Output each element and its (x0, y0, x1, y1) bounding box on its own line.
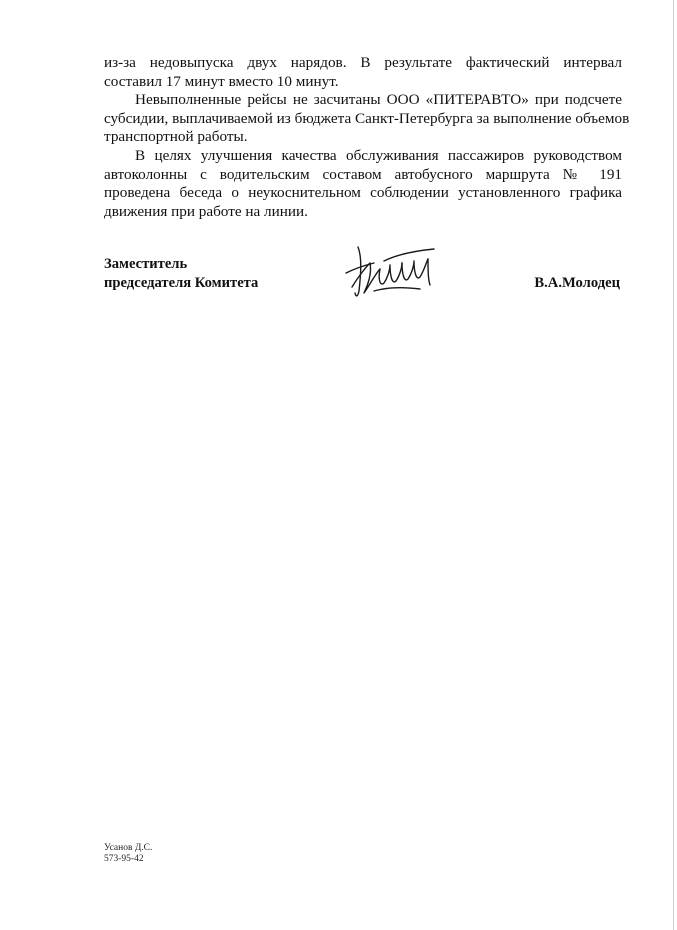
text-line: из-за недовыпуска двух нарядов. В результате фактический интервал (104, 54, 622, 71)
paragraph-measures (104, 147, 622, 221)
text-line: В целях улучшения качества обслуживания пассажиров руководством (135, 146, 622, 164)
letter-body (104, 54, 630, 221)
signatory-name: В.А.Молодец (534, 275, 620, 291)
text-line: транспортной работы. (104, 128, 248, 146)
position-line: председателя Комитета (104, 275, 259, 291)
text-line: автоколонны с водительским составом автобусного маршрута № 191 (104, 165, 622, 183)
position-line: Заместитель (104, 256, 188, 272)
text-line: субсидии, выплачиваемой из бюджета Санкт-Петербурга за выполнение объемов (104, 109, 630, 127)
executor-name: Усанов Д.С. (104, 843, 153, 853)
text-line: составил 17 минут вместо 10 минут. (104, 72, 339, 90)
paragraph-subsidy (104, 91, 630, 147)
paragraph-interval (104, 54, 622, 91)
text-line: движения при работе на линии. (104, 202, 308, 220)
signature-block (104, 255, 622, 303)
signatory-position (104, 255, 258, 293)
executor-footer (104, 843, 152, 865)
text-line: проведена беседа о неукоснительном соблюдении установленного графика (104, 184, 622, 202)
executor-phone: 573-95-42 (104, 854, 144, 864)
text-line: Невыполненные рейсы не засчитаны ООО «ПИТЕРАВТО» при подсчете (135, 91, 622, 109)
page-edge-divider (673, 0, 674, 930)
